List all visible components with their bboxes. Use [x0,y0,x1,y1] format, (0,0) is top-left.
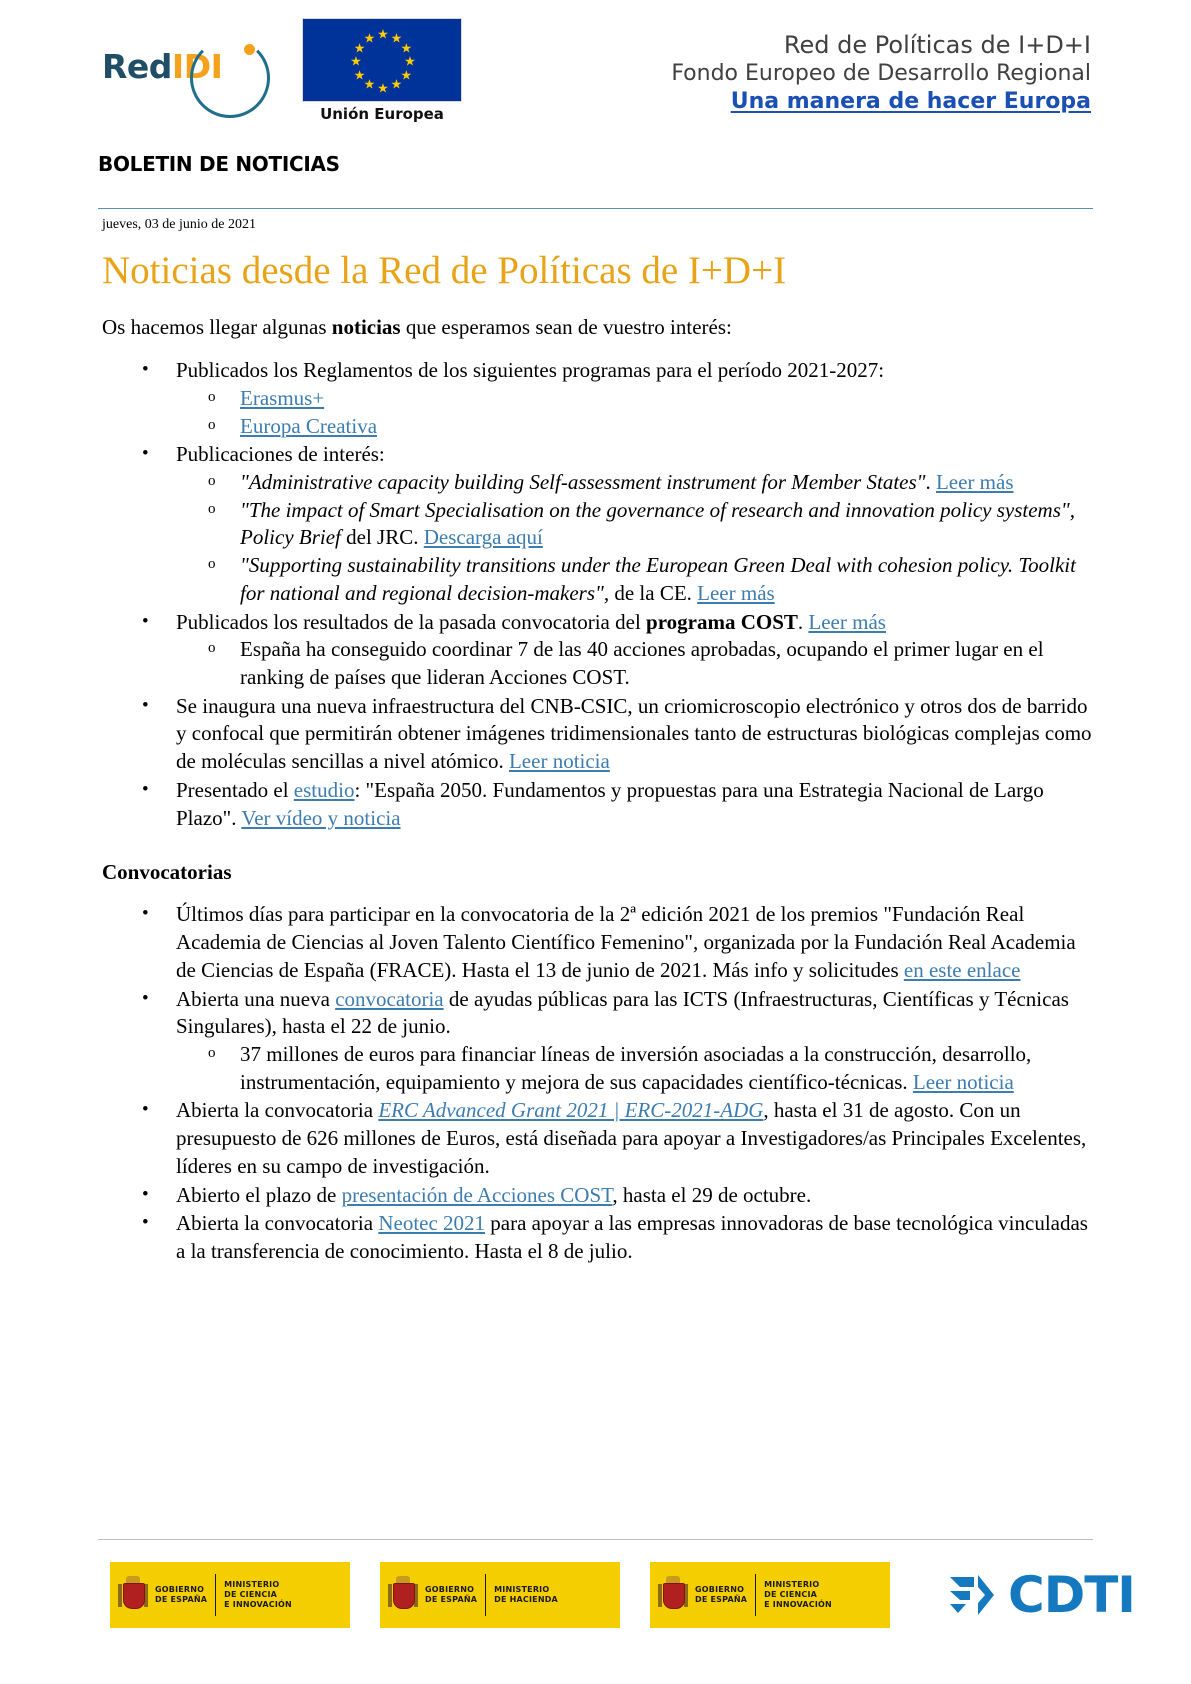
publication-title-2: "The impact of Smart Specialisation on the governance of research and innovation policy systems", Policy Brief [240,497,1075,550]
section-heading-convocatorias: Convocatorias [102,860,232,885]
boletin-label: BOLETIN DE NOTICIAS [98,152,340,176]
news-item-cnb-csic [98,693,1093,776]
erc-pre: Abierta la convocatoria [176,1098,379,1123]
gov-logo-divider-3 [755,1574,756,1616]
list-item [176,469,1093,497]
list-item [176,1041,1093,1096]
redidi-logo [98,18,268,114]
gov-logo-divider-1 [215,1574,216,1616]
neotec-post: para apoyar a las empresas innovadoras de base tecnológica vinculadas a la transferencia de conocimiento. Hasta el 8 de julio. [176,1211,1088,1263]
intro-bold: noticias [331,314,401,339]
espana2050-pre: Presentado el [176,777,294,802]
intro-pre: Os hacemos llegar algunas [102,314,332,339]
gov-logo-label-3: GOBIERNO DE ESPAÑA [695,1585,748,1604]
link-descarga-aqui[interactable]: Descarga aquí [423,525,543,550]
eu-star-icon: ★ [400,40,413,55]
convocatoria-item-erc [98,1097,1093,1180]
link-presentacion-acciones-cost[interactable]: presentación de Acciones COST [341,1182,613,1207]
news-item-reglamentos-sublist [176,385,1093,440]
publication-sep-1: . [925,470,936,495]
cdti-logo [944,1567,1135,1623]
eu-star-icon: ★ [363,30,376,46]
link-leer-mas-2[interactable]: Leer más [697,580,775,605]
gov-logo-label-2: GOBIERNO DE ESPAÑA [425,1585,478,1604]
ministry-logo-label-2: MINISTERIO DE HACIENDA [494,1585,558,1604]
publication-sep-2: del JRC. [340,525,424,550]
acciones-cost-pre: Abierto el plazo de [176,1182,342,1207]
list-item [176,497,1093,552]
publication-sep-3: de la CE. [609,580,698,605]
convocatoria-frace-text [176,902,1076,981]
eu-star-icon: ★ [404,53,416,69]
link-erasmus-plus[interactable]: Erasmus+ [240,385,325,410]
list-item [176,385,1093,413]
cdti-mark-icon [944,1567,1000,1623]
news-item-cost-text [176,610,886,634]
link-europa-creativa[interactable]: Europa Creativa [240,413,378,438]
page-header [0,0,1191,123]
link-leer-mas-1[interactable]: Leer más [935,470,1014,495]
convocatorias-list [98,901,1093,1265]
news-item-reglamentos-text: • Publicados los Reglamentos de los siguientes programas para el período 2021-2027: [176,358,884,382]
ministry-logo-label-3: MINISTERIO DE CIENCIA E INNOVACIÓN [764,1580,832,1609]
eu-star-icon: ★ [390,76,403,92]
link-leer-noticia-cnb[interactable]: Leer noticia [508,749,610,774]
eu-flag-caption: Unión Europea [320,105,444,123]
spain-coat-of-arms-icon [118,1575,148,1615]
header-divider [98,208,1093,209]
convocatoria-icts-sublist [176,1041,1093,1096]
eu-star-icon: ★ [377,80,389,96]
news-item-espana-2050 [98,777,1093,832]
link-leer-noticia-icts[interactable]: Leer noticia [912,1069,1014,1094]
document-date: jueves, 03 de junio de 2021 [102,217,256,232]
eu-star-icon: ★ [350,53,362,69]
espana2050-mid: : "España 2050. Fundamentos y propuestas para una Estrategia Nacional de Largo Plazo". [176,777,1044,830]
convocatoria-erc-text [176,1098,1086,1177]
icts-post: de ayudas públicas para las ICTS (Infraestructuras, Científicas y Técnicas Singulares), hasta el 22 de junio. [176,986,1069,1039]
intro-paragraph [102,314,1093,341]
page-footer [0,1539,1191,1628]
list-item: o España ha conseguido coordinar 7 de las 40 acciones aprobadas, ocupando el primer lugar en el ranking de países que lideran Acciones COST. [176,636,1093,691]
news-list [98,357,1093,832]
gov-logo-ministerio-ciencia-2 [650,1562,890,1628]
acciones-cost-post: , hasta el 29 de octubre. [612,1182,812,1207]
news-item-cost-sublist [176,636,1093,691]
convocatoria-item-icts [98,986,1093,1097]
link-estudio[interactable]: estudio [293,777,355,802]
publication-title-1: "Administrative capacity building Self-assessment instrument for Member States" [240,470,926,495]
cnb-text: Se inaugura una nueva infraestructura del CNB-CSIC, un criomicroscopio electrónico y otros dos de barrido y confocal que permitirán obtener imágenes tridimensionales tanto de estructuras biológicas complejas como de moléculas sencillas a nivel atómico. [176,693,1092,774]
convocatoria-item-neotec [98,1210,1093,1265]
link-erc-advanced-grant[interactable]: ERC Advanced Grant 2021 | ERC-2021-ADG [378,1098,764,1123]
convocatoria-neotec-text [176,1211,1088,1263]
news-item-publicaciones [98,441,1093,607]
news-item-cnb-csic-text [176,694,1092,773]
news-item-espana-2050-text [176,778,1044,830]
cdti-wordmark: CDTI [1008,1566,1135,1624]
publication-title-3: "Supporting sustainability transitions under the European Green Deal with cohesion policy. Toolkit for national and regional decision-makers", [240,553,1076,605]
list-item [176,413,1093,441]
convocatoria-icts-text [176,987,1069,1039]
news-item-publicaciones-text: • Publicaciones de interés: [176,442,385,466]
news-item-publicaciones-sublist [176,469,1093,608]
eu-star-icon: ★ [363,76,376,92]
redidi-logo-red-text: Red [102,47,172,86]
link-leer-mas-cost[interactable]: Leer más [808,609,886,634]
cost-bold: programa COST [646,609,798,634]
header-title-line2: Fondo Europeo de Desarrollo Regional [671,61,1091,87]
footer-logo-row [0,1540,1191,1628]
eu-star-icon: ★ [400,67,413,82]
eu-star-icon: ★ [353,40,366,55]
redidi-ring-icon [190,38,270,118]
gov-logo-divider-2 [485,1574,486,1616]
link-convocatoria-icts[interactable]: convocatoria [335,986,444,1011]
icts-sub-text: 37 millones de euros para financiar líneas de inversión asociadas a la construcción, desarrollo, instrumentación, equipamiento y mejora de sus capacidades científico-técnicas. [240,1041,1032,1094]
eu-star-icon: ★ [353,67,366,82]
link-neotec-2021[interactable]: Neotec 2021 [378,1211,486,1236]
spain-coat-of-arms-icon [658,1575,688,1615]
frace-pre: Últimos días para participar en la convocatoria de la 2ª edición 2021 de los premios "Fundación Real Academia de Ciencias al Joven Talento Científico Femenino", organizada por la Fundación Real Academia de Ciencias de España (FRACE). Hasta el 13 de junio de 2021. Más info y solicitudes [176,902,1076,982]
header-title-line3: Una manera de hacer Europa [730,88,1091,114]
header-title-line1: Red de Políticas de I+D+I [783,31,1091,59]
document-body [0,152,1191,1266]
spain-coat-of-arms-icon [388,1575,418,1615]
ministry-logo-label-1: MINISTERIO DE CIENCIA E INNOVACIÓN [224,1580,292,1609]
gov-logo-ministerio-hacienda [380,1562,620,1628]
news-item-cost [98,609,1093,692]
gov-logo-label-1: GOBIERNO DE ESPAÑA [155,1585,208,1604]
eu-star-icon: ★ [390,30,403,46]
cost-sep: . [797,609,809,634]
eu-star-icon: ★ [377,26,389,42]
news-item-reglamentos [98,357,1093,440]
eu-flag-icon [302,18,462,102]
redidi-dot-icon [244,44,255,55]
header-titles [462,18,1093,117]
convocatoria-acciones-cost-text [176,1183,811,1207]
gov-logo-ministerio-ciencia-1 [110,1562,350,1628]
redidi-logo-idi-text: IDI [171,47,223,86]
convocatoria-item-frace [98,901,1093,984]
page-title: Noticias desde la Red de Políticas de I+D+I [102,249,787,292]
eu-logo [302,18,462,123]
link-ver-video-y-noticia[interactable]: Ver vídeo y noticia [241,805,401,830]
icts-pre: Abierta una nueva [176,986,336,1011]
erc-post: , hasta el 31 de agosto. Con un presupuesto de 626 millones de Euros, está diseñada para apoyar a Investigadores/as Principales Excelentes, líderes en su campo de investigación. [176,1098,1087,1178]
neotec-pre: Abierta la convocatoria [176,1211,379,1236]
list-item [176,552,1093,607]
link-en-este-enlace[interactable]: en este enlace [903,957,1021,982]
intro-post: que esperamos sean de vuestro interés: [400,314,732,339]
cost-pre: Publicados los resultados de la pasada convocatoria del [176,609,647,634]
convocatoria-item-acciones-cost [98,1182,1093,1210]
